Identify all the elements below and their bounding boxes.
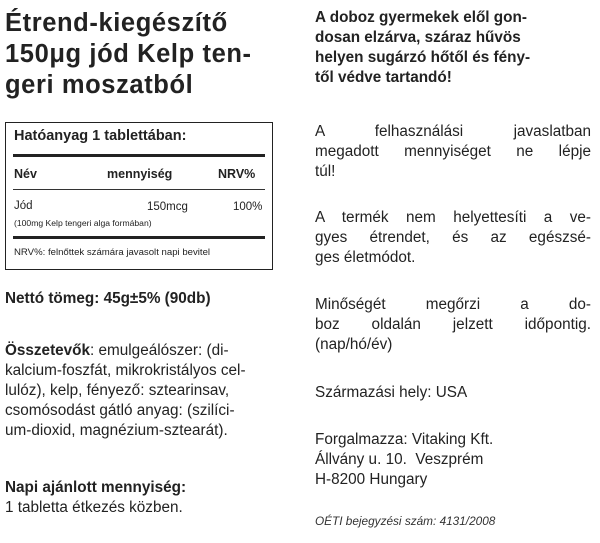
table-footnote: NRV%: felnőttek számára javasolt napi bevitel <box>14 247 211 258</box>
paragraph-line: A felhasználási javaslatban <box>315 123 591 140</box>
distributor-line: Állvány u. 10. Veszprém <box>315 451 484 468</box>
product-title <box>5 8 252 101</box>
registration-number: OÉTI bejegyzési szám: 4131/2008 <box>315 514 496 528</box>
net-weight: Nettó tömeg: 45g±5% (90db) <box>5 290 211 307</box>
row-amount: 150mcg <box>147 201 188 213</box>
paragraph-line: megadott mennyiséget ne lépje <box>315 143 591 160</box>
ingredients-line: : emulgeálószer: (di- <box>90 342 229 359</box>
paragraph-line: túl! <box>315 163 336 180</box>
column-header-name: Név <box>14 167 37 181</box>
paragraph-line: A termék nem helyettesíti a ve- <box>315 209 591 226</box>
title-line: Étrend-kiegészítő <box>5 9 228 37</box>
table-rule <box>13 189 265 190</box>
ingredients-label: Összetevők <box>5 342 91 359</box>
warning-line: helyen sugárzó hőtől és fény- <box>315 49 531 66</box>
best-before <box>315 295 591 355</box>
title-line: 150μg jód Kelp ten- <box>5 40 252 68</box>
ingredients-line: um-dioxid, magnézium-sztearát). <box>5 422 228 439</box>
row-name: Jód <box>14 200 33 212</box>
table-rule <box>13 236 265 239</box>
active-ingredient-table <box>5 122 273 270</box>
table-rule <box>13 154 265 157</box>
diet-notice <box>315 208 591 268</box>
distributor-line: H-8200 Hungary <box>315 471 428 488</box>
paragraph-line: boz oldalán jelzett időpontig. <box>315 316 591 333</box>
dose-text: 1 tabletta étkezés közben. <box>5 499 183 516</box>
paragraph-line: Minőségét megőrzi a do- <box>315 296 591 313</box>
ingredients-line: lulóz), kelp, fényező: sztearinsav, <box>5 382 230 399</box>
column-header-amount: mennyiség <box>107 167 173 181</box>
ingredients-line: csomósodást gátló anyag: (szilíci- <box>5 402 235 419</box>
warning-line: dosan elzárva, száraz hűvös <box>315 29 521 46</box>
column-header-nrv: NRV% <box>218 167 256 181</box>
row-note: (100mg Kelp tengeri alga formában) <box>14 218 152 228</box>
paragraph-line: gyes étrendet, és az egészsé- <box>315 229 591 246</box>
dose-title: Napi ajánlott mennyiség: <box>5 479 187 496</box>
ingredients-line: kalcium-foszfát, mikrokristályos cel- <box>5 362 246 379</box>
origin: Származási hely: USA <box>315 384 468 401</box>
ingredients <box>5 341 283 441</box>
distributor-line: Forgalmazza: Vitaking Kft. <box>315 431 494 448</box>
distributor <box>315 430 593 490</box>
paragraph-line: (nap/hó/év) <box>315 336 393 353</box>
table-heading: Hatóanyag 1 tablettában: <box>14 128 187 144</box>
title-line: geri moszatból <box>5 71 194 99</box>
row-nrv: 100% <box>233 201 263 213</box>
storage-warning <box>315 8 593 88</box>
dosage-warning <box>315 122 591 182</box>
paragraph-line: ges életmódot. <box>315 249 416 266</box>
warning-line: től védve tartandó! <box>315 69 452 86</box>
warning-line: A doboz gyermekek elől gon- <box>315 9 527 26</box>
